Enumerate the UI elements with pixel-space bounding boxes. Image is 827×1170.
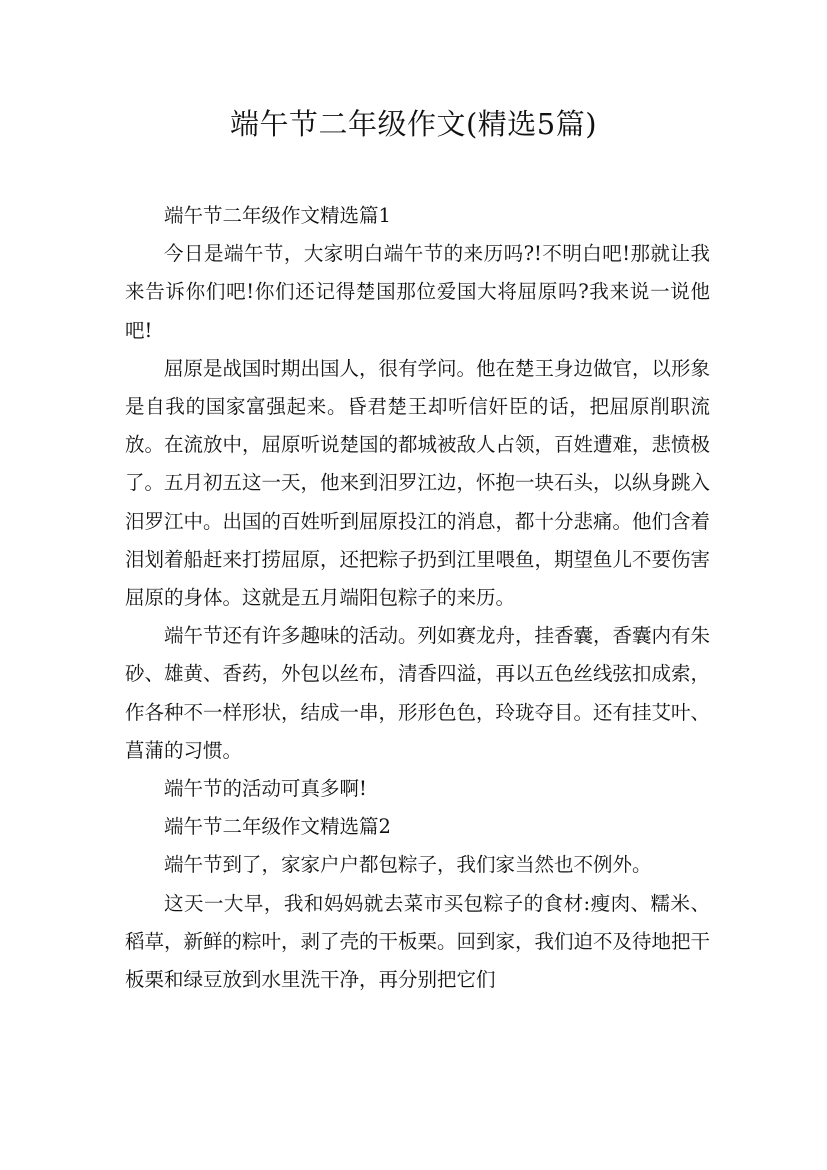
section-heading-2: 端午节二年级作文精选篇2 bbox=[164, 815, 391, 839]
paragraph: 今日是端午节，大家明白端午节的来历吗?!不明白吧!那就让我来告诉你们吧!你们还记得楚国那位爱国大将屈原吗?我来说一说他吧! bbox=[125, 242, 710, 342]
paragraph: 屈原是战国时期出国人，很有学问。他在楚王身边做官，以形象是自我的国家富强起来。昏君楚王却听信奸臣的话，把屈原削职流放。在流放中，屈原听说楚国的都城被敌人占领，百姓遭难，悲愤极了。五月初五这一天，他来到汨罗江边，怀抱一块石头，以纵身跳入汨罗江中。出国的百姓听到屈原投江的消息，都十分悲痛。他们含着泪划着船赶来打捞屈原，还把粽子扔到江里喂鱼，期望鱼儿不要伤害屈原的身体。这就是五月端阳包粽子的来历。 bbox=[125, 356, 711, 610]
document-title: 端午节二年级作文(精选5篇) bbox=[229, 107, 598, 141]
paragraph: 端午节到了，家家户户都包粽子，我们家当然也不例外。 bbox=[164, 853, 652, 877]
paragraph: 这天一大早，我和妈妈就去菜市买包粽子的食材:瘦肉、糯米、稻草，新鲜的粽叶，剥了壳的干板栗。回到家，我们迫不及待地把干板栗和绿豆放到水里洗干净，再分别把它们 bbox=[125, 891, 711, 992]
paragraph: 端午节的活动可真多啊! bbox=[164, 777, 367, 801]
document-body bbox=[125, 197, 710, 999]
section-heading-1: 端午节二年级作文精选篇1 bbox=[164, 204, 391, 227]
paragraph: 端午节还有许多趣味的活动。列如赛龙舟，挂香囊，香囊内有朱砂、雄黄、香药，外包以丝布，清香四溢，再以五色丝线弦扣成索，作各种不一样形状，结成一串，形形色色，玲珑夺目。还有挂艾叶、菖蒲的习惯。 bbox=[125, 624, 711, 762]
